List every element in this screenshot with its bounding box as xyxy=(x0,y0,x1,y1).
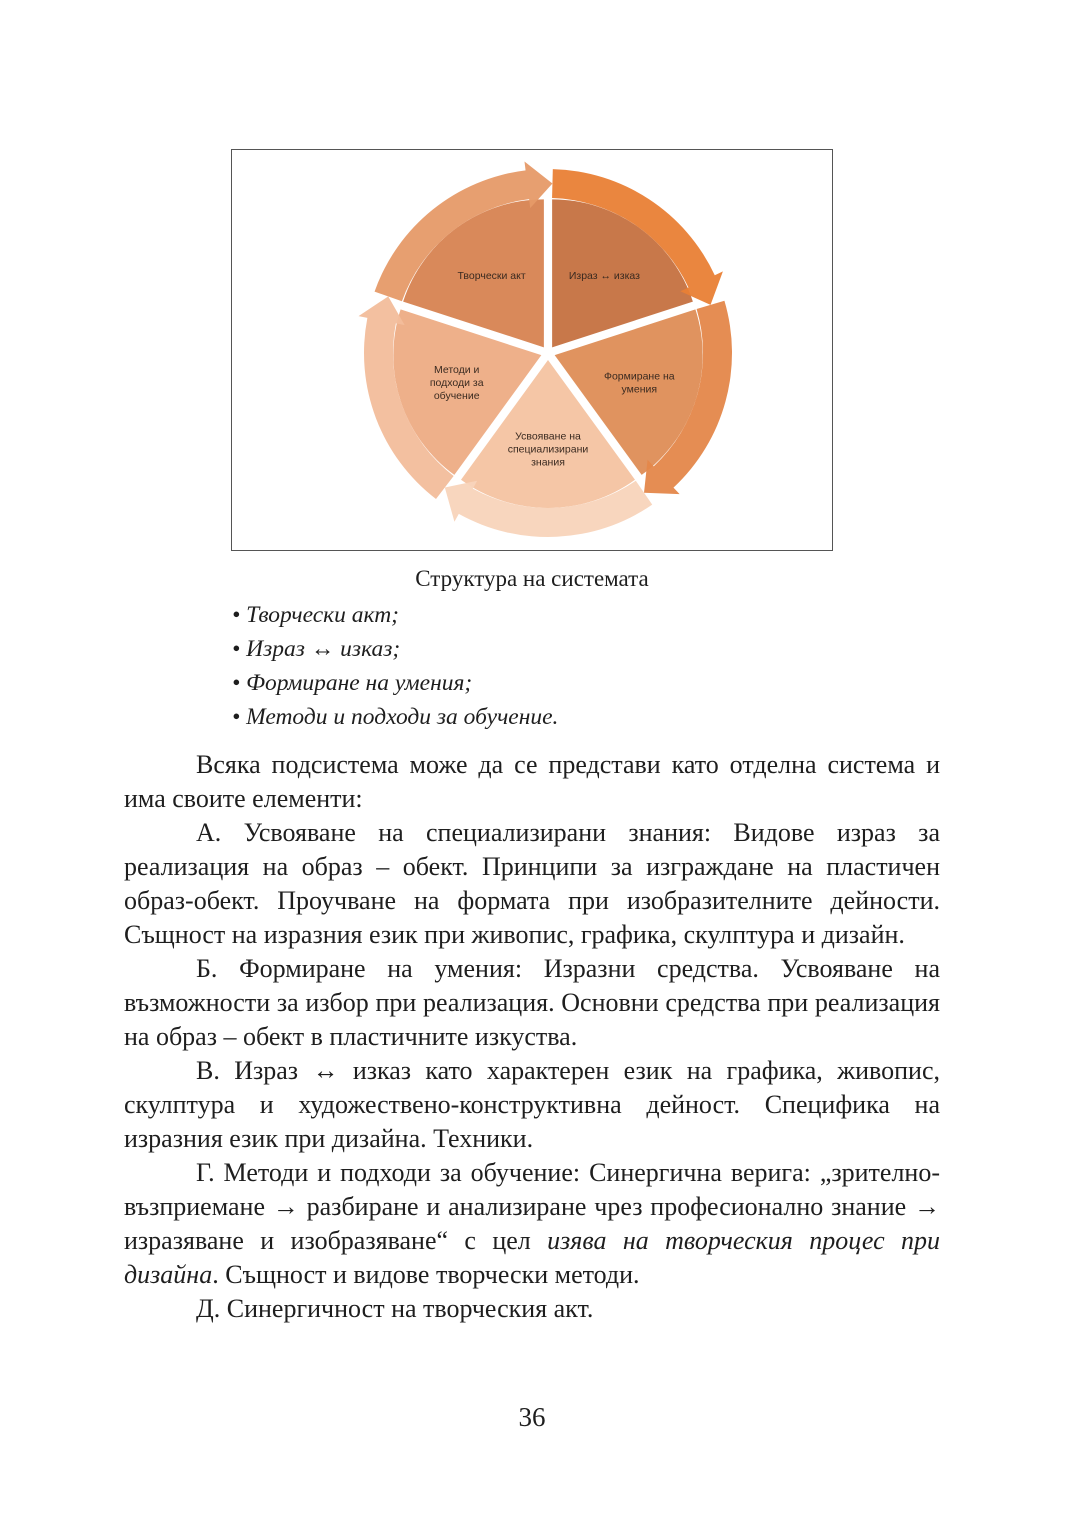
page-number: 36 xyxy=(518,1402,546,1432)
bullet-item: • Творчески акт; xyxy=(232,602,400,628)
segment-label: Формиране на умения xyxy=(603,370,675,396)
body-text xyxy=(124,748,940,1326)
paragraph-intro: Всяка подсистема може да се представи като отделна система и има своите елементи: xyxy=(124,750,940,813)
paragraph-a: А. Усвояване на специализирани знания: Видове израз за реализация на образ – обект. Принципи за изграждане на пластичен образ-обект. Проучване на формата при изобразителните дейности. Същност на изразния език при живопис, графика, скулптура и дизайн. xyxy=(124,818,940,949)
bullet-item: • Формиране на умения; xyxy=(232,670,473,696)
paragraph-g-end: . Същност и видове творчески методи. xyxy=(212,1260,640,1289)
paragraph-b: Б. Формиране на умения: Изразни средства. Усвояване на възможности за избор при реализация. Основни средства при реализация на образ – обект в пластичните изкуства. xyxy=(124,954,940,1051)
segment-label: Методи и подходи за обучение xyxy=(429,364,484,403)
paragraph-v: В. Израз ↔ изказ като характерен език на графика, живопис, скулптура и художествено-конструктивна дейност. Специфика на изразния език при дизайна. Техники. xyxy=(124,1056,940,1153)
segment-label: Израз ↔ изказ xyxy=(568,269,640,282)
diagram-frame xyxy=(231,149,833,551)
cycle-diagram xyxy=(232,150,834,552)
paragraph-d: Д. Синергичност на творческия акт. xyxy=(196,1294,594,1323)
segment-label: Усвояване на специализирани знания xyxy=(507,430,589,469)
figure-caption: Структура на системата xyxy=(415,566,649,591)
paragraph-g-start: Г. Методи и подходи за обучение: Синергична верига: „зрително-възприемане → разбиране и анализиране чрез професионално знание → изразяване и изобразяване“ с цел xyxy=(124,1158,940,1255)
paragraph-g-italic: изява на творческия процес при дизайна xyxy=(124,1226,940,1289)
segment-label: Творчески акт xyxy=(457,269,526,282)
bullet-item: • Методи и подходи за обучение. xyxy=(232,704,559,730)
paragraph-g xyxy=(124,1156,940,1292)
bullet-item: • Израз ↔ изказ; xyxy=(232,636,401,662)
bullet-list xyxy=(232,598,558,734)
